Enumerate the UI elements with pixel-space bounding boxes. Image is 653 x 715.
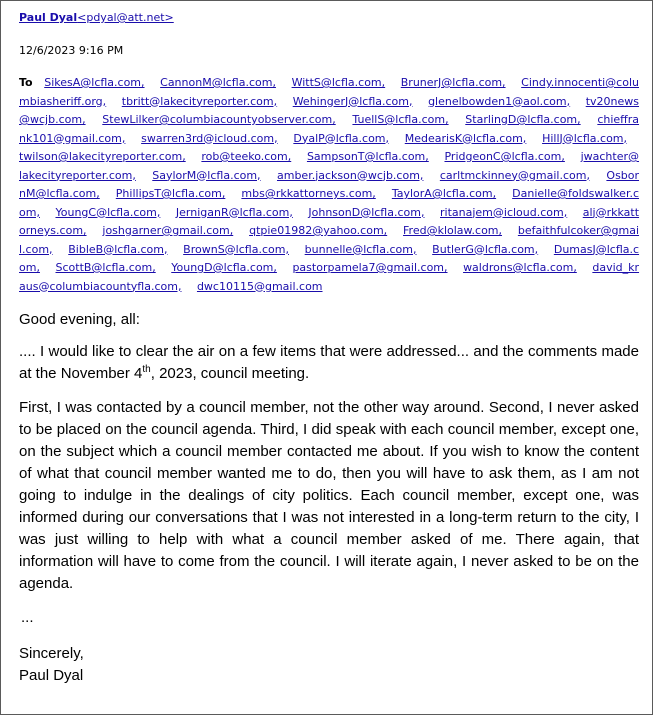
recipient-link[interactable]: BrunerJ@lcfla.com, [400,76,506,89]
recipient-link[interactable]: Danielle@foldswalker.com, [19,187,640,219]
recipient-link[interactable]: waldrons@lcfla.com, [463,261,577,274]
recipient-link[interactable]: WittS@lcfla.com, [291,76,386,89]
recipient-link[interactable]: Fred@klolaw.com, [403,224,503,237]
recipient-link[interactable]: YoungC@lcfla.com, [55,205,161,219]
recipient-link[interactable]: TuellS@lcfla.com, [352,113,449,126]
recipient-link[interactable]: TaylorA@lcfla.com, [391,187,497,200]
recipient-link[interactable]: Cindy.innocenti@columbiasheriff.org, [19,76,639,108]
recipient-link[interactable]: joshgarner@gmail.com, [102,224,234,237]
recipient-link[interactable]: jwachter@lakecityreporter.com, [19,150,640,182]
recipient-link[interactable]: YoungD@lcfla.com, [171,261,277,274]
paragraph-2: First, I was contacted by a council member, not the other way around. Second, I never asked to be placed on the council agenda. Third, I did speak with each council member, except one, on the subject which a council member contacted me about. If you wish to know the content of what that council member wanted me to do, then you will have to ask them, as I am not going to indulge in the dealings of city politics. Each council member, except one, was informed during our conversations that I was not interested in a long-term return to the city, I was just willing to help with what a council member asked of me. There again, that information will have to come from the council. I will iterate again, I never asked to be on the agenda. [19,399,639,592]
recipient-link[interactable]: BibleB@lcfla.com, [68,242,168,256]
paragraph-1-text-b: , 2023, council meeting. [150,365,310,382]
recipient-link[interactable]: qtpie01982@yahoo.com, [249,224,388,237]
recipient-link[interactable]: ScottB@lcfla.com, [55,261,156,274]
recipient-link[interactable]: SaylorM@lcfla.com, [152,168,261,182]
recipient-link[interactable]: DumasJ@lcfla.com, [19,242,640,274]
signature: Paul Dyal [19,667,84,684]
recipient-link[interactable]: StarlingD@lcfla.com, [465,113,581,126]
sender-line [19,11,174,24]
recipient-link[interactable]: tbritt@lakecityreporter.com, [121,94,278,108]
recipient-link[interactable]: carltmckinney@gmail.com, [439,168,590,182]
recipient-link[interactable]: MedearisK@lcfla.com, [404,131,527,145]
recipient-link[interactable]: WehingerJ@lcfla.com, [292,94,413,108]
recipient-link[interactable]: swarren3rd@icloud.com, [141,131,278,145]
recipient-link[interactable]: CannonM@lcfla.com, [160,76,276,89]
recipient-link[interactable]: DyalP@lcfla.com, [293,131,390,145]
recipient-link[interactable]: amber.jackson@wcjb.com, [276,168,424,182]
recipient-link[interactable]: pastorpamela7@gmail.com, [292,261,448,274]
recipient-link[interactable]: chieffrank101@gmail.com, [19,113,640,145]
sender-address[interactable]: <pdyal@att.net> [77,11,174,24]
recipient-link[interactable]: alj@rkkattorneys.com, [19,205,640,237]
recipient-link[interactable]: glenelbowden1@aol.com, [428,94,571,108]
recipient-link[interactable]: SampsonT@lcfla.com, [306,150,429,163]
recipient-link[interactable]: mbs@rkkattorneys.com, [241,187,376,200]
recipient-link[interactable]: dwc10115@gmail.com [196,279,323,293]
recipient-link[interactable]: OsbornM@lcfla.com, [19,168,640,200]
recipient-link[interactable]: david_kraus@columbiacountyfla.com, [19,261,640,293]
recipient-link[interactable]: PhillipsT@lcfla.com, [115,187,226,200]
greeting: Good evening, all: [19,311,140,328]
recipient-link[interactable]: HillJ@lcfla.com, [542,131,628,145]
sender-name[interactable]: Paul Dyal [19,11,78,24]
sent-date: 12/6/2023 9:16 PM [19,44,124,57]
recipient-link[interactable]: tv20news@wcjb.com, [19,94,640,126]
recipient-link[interactable]: befaithfulcoker@gmail.com, [19,224,640,256]
recipient-link[interactable]: SikesA@lcfla.com, [44,76,145,89]
ordinal-suffix: th [142,364,151,375]
recipient-link[interactable]: StewLilker@columbiacountyobserver.com, [102,113,336,126]
recipient-link[interactable]: ritanajem@icloud.com, [440,205,568,219]
recipients-block [19,74,639,296]
paragraph-1 [19,341,639,385]
ellipsis: ... [21,609,34,626]
message-body [19,309,639,687]
paragraph-1-text-a: .... I would like to clear the air on a few items that were addressed... and the comments made at the November 4 [19,343,639,382]
recipient-link[interactable]: twilson@lakecityreporter.com, [19,150,186,163]
to-label: To [19,76,33,89]
recipient-link[interactable]: ButlerG@lcfla.com, [432,242,539,256]
closing: Sincerely, [19,645,84,662]
recipient-link[interactable]: bunnelle@lcfla.com, [304,242,417,256]
recipient-link[interactable]: PridgeonC@lcfla.com, [444,150,565,163]
recipient-link[interactable]: JerniganR@lcfla.com, [175,205,293,219]
recipient-link[interactable]: BrownS@lcfla.com, [183,242,289,256]
recipient-link[interactable]: JohnsonD@lcfla.com, [308,205,425,219]
recipient-link[interactable]: rob@teeko.com, [201,150,292,163]
